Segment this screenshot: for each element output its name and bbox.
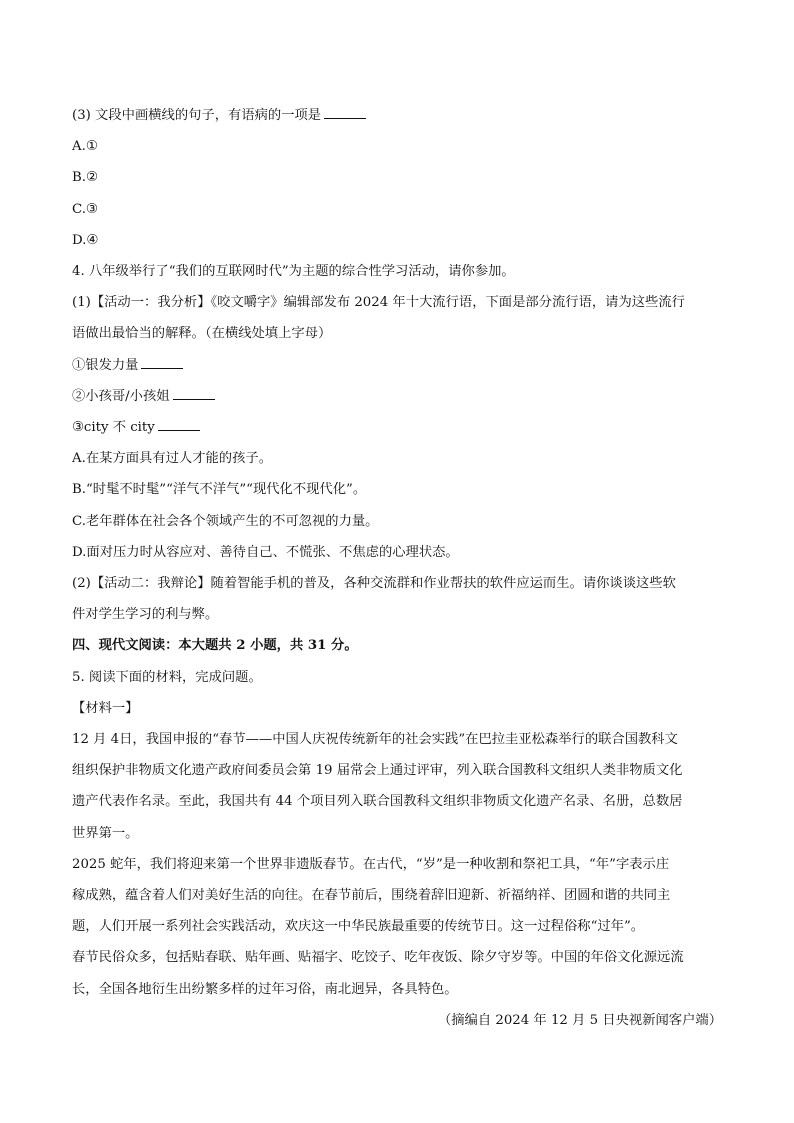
material-paragraph-line: 2025 蛇年，我们将迎来第一个世界非遗版春节。在古代，“岁”是一种收割和祭祀工具，“年”字表示庄	[72, 856, 670, 872]
material-paragraph-line: 春节民俗众多，包括贴春联、贴年画、贴福字、吃饺子、吃年夜饭、除夕守岁等。中国的年俗文化源远流	[72, 950, 684, 966]
activity-1-line-1: (1)【活动一：我分析】《咬文嚼字》编辑部发布 2024 年十大流行语，下面是部分流行语，请为这些流行	[72, 295, 685, 311]
choice-b: B.“时髦不时髦”“洋气不洋气”“现代化不现代化”。	[72, 482, 367, 498]
question-3-stem: (3) 文段中画横线的句子，有语病的一项是	[72, 100, 722, 131]
activity-1-line-2: 语做出最恰当的解释。（在横线处填上字母）	[72, 326, 332, 342]
material-paragraph-line: 长，全国各地衍生出纷繁多样的过年习俗，南北迥异，各具特色。	[72, 981, 458, 997]
term-3: ③city 不 city	[72, 412, 722, 443]
activity-2-line-2: 件对学生学习的利与弊。	[72, 607, 219, 623]
question-5-stem: 5. 阅读下面的材料，完成问题。	[72, 669, 262, 685]
material-paragraph-line: 遗产代表作名录。至此，我国共有 44 个项目列入联合国教科文组织非物质文化遗产名录、名册，总数居	[72, 794, 683, 810]
choice-c: C.老年群体在社会各个领域产生的不可忽视的力量。	[72, 513, 379, 529]
term-1: ①银发力量	[72, 350, 722, 381]
option-a: A.①	[72, 139, 98, 155]
source-citation: （摘编自 2024 年 12 月 5 日央视新闻客户端）	[437, 1012, 722, 1028]
option-b: B.②	[72, 170, 98, 186]
choice-d: D.面对压力时从容应对、善待自己、不慌张、不焦虑的心理状态。	[72, 544, 459, 560]
answer-blank[interactable]	[173, 387, 215, 400]
option-d: D.④	[72, 232, 99, 248]
document-page	[72, 100, 722, 1036]
term-2: ②小孩哥/小孩姐	[72, 381, 722, 412]
answer-blank[interactable]	[141, 356, 183, 369]
answer-blank[interactable]	[324, 106, 366, 119]
material-paragraph-line: 题，人们开展一系列社会实践活动，欢庆这一中华民族最重要的传统节日。这一过程俗称“过年”。	[72, 919, 645, 935]
question-4-stem: 4. 八年级举行了“我们的互联网时代”为主题的综合性学习活动，请你参加。	[72, 264, 515, 280]
material-paragraph-line: 世界第一。	[72, 825, 139, 841]
activity-2-line-1: (2)【活动二：我辩论】随着智能手机的普及，各种交流群和作业帮扶的软件应运而生。请你谈谈这些软	[72, 576, 676, 592]
material-1-title: 【材料一】	[72, 700, 139, 716]
answer-blank[interactable]	[158, 418, 200, 431]
option-c: C.③	[72, 201, 98, 217]
material-paragraph-line: 稼成熟，蕴含着人们对美好生活的向往。在春节前后，围绕着辞旧迎新、祈福纳祥、团圆和谐的共同主	[72, 888, 671, 904]
choice-a: A.在某方面具有过人才能的孩子。	[72, 451, 272, 467]
material-paragraph-line: 12 月 4日，我国申报的“春节——中国人庆祝传统新年的社会实践”在巴拉圭亚松森举行的联合国教科文	[72, 732, 678, 748]
material-paragraph-line: 组织保护非物质文化遗产政府间委员会第 19 届常会上通过评审，列入联合国教科文组织人类非物质文化	[72, 763, 683, 779]
section-4-heading: 四、现代文阅读：本大题共 2 小题，共 31 分。	[72, 638, 358, 654]
